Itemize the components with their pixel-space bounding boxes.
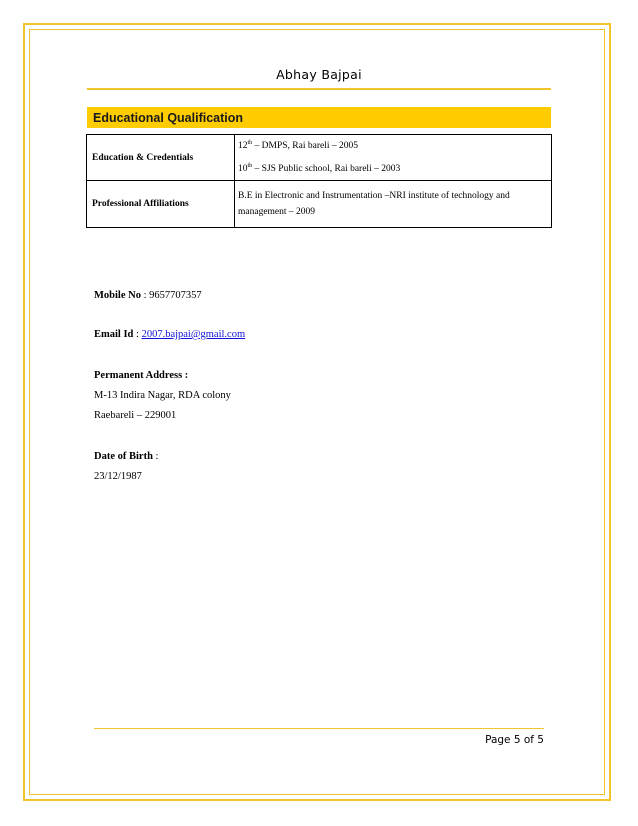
- education-entry: 12th – DMPS, Rai bareli – 2005: [238, 140, 358, 151]
- header-rule: [87, 88, 551, 90]
- email-label: Email Id: [94, 329, 134, 340]
- row-label-education: Education & Credentials: [87, 135, 235, 181]
- mobile-number: Mobile No : 9657707357: [94, 290, 202, 301]
- table-row: [87, 135, 552, 181]
- date-of-birth-label: Date of Birth :: [94, 451, 159, 462]
- mobile-label: Mobile No: [94, 290, 141, 301]
- row-value-education: [235, 135, 552, 181]
- row-value-affiliations: B.E in Electronic and Instrumentation –NRI institute of technology and management – 2009: [235, 181, 552, 228]
- address-line-2: Raebareli – 229001: [94, 410, 177, 421]
- email: Email Id : 2007.bajpai@gmail.com: [94, 329, 246, 340]
- table-row: [87, 181, 552, 228]
- page-number: Page 5 of 5: [485, 734, 544, 746]
- section-title-educational-qualification: Educational Qualification: [87, 107, 551, 128]
- row-label-affiliations: Professional Affiliations: [87, 181, 235, 228]
- date-of-birth-value: 23/12/1987: [94, 471, 142, 482]
- address-line-1: M-13 Indira Nagar, RDA colony: [94, 390, 231, 401]
- mobile-value: 9657707357: [149, 290, 202, 301]
- header-name: Abhay Bajpai: [276, 67, 362, 82]
- education-table: [86, 134, 552, 228]
- address-label: Permanent Address :: [94, 370, 189, 381]
- footer-rule: [94, 728, 544, 729]
- email-link[interactable]: 2007.bajpai@gmail.com: [141, 329, 246, 340]
- education-entry: 10th – SJS Public school, Rai bareli – 2003: [238, 163, 401, 174]
